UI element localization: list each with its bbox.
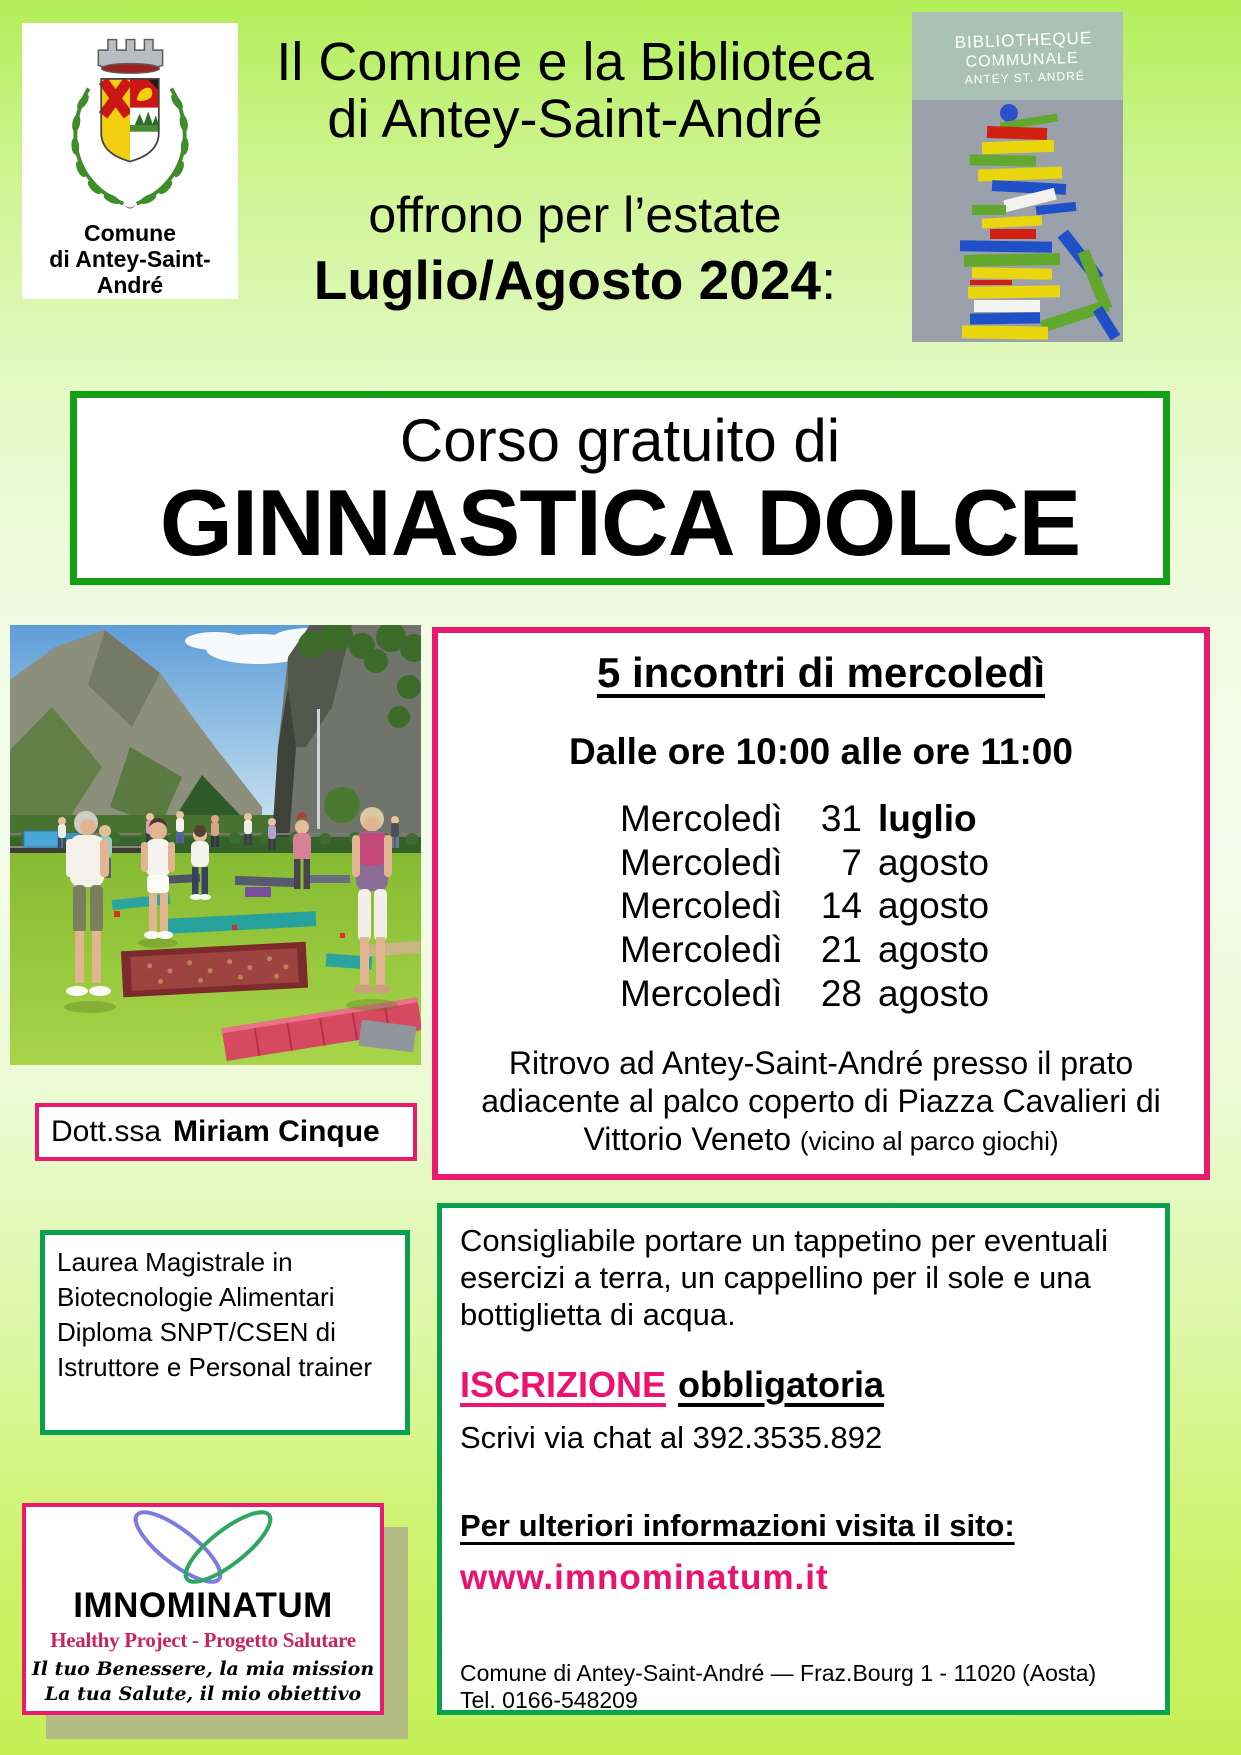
instructor-name: Miriam Cinque: [173, 1115, 380, 1148]
date-number: 14: [820, 885, 862, 927]
website-url: www.imnominatum.it: [460, 1557, 829, 1597]
meeting-location-note: (vicino al parco giochi): [799, 1125, 1059, 1156]
schedule-heading: 5 incontri di mercoledì: [596, 649, 1046, 696]
schedule-date-list: [620, 797, 1022, 1015]
schedule-box: [432, 627, 1210, 1180]
instructor-box: [35, 1103, 417, 1161]
address-line2: Tel. 0166-548209: [460, 1687, 638, 1714]
mural-crown: [98, 40, 162, 74]
date-month: agosto: [878, 928, 990, 970]
date-day: Mercoledì: [620, 885, 783, 927]
coat-of-arms-image: [45, 29, 215, 221]
credentials-box: [40, 1230, 410, 1435]
registration-line: [460, 1364, 1147, 1406]
date-day: Mercoledì: [620, 972, 783, 1014]
address-block: [460, 1660, 1147, 1715]
meeting-location: [462, 1045, 1180, 1158]
date-number: 21: [820, 928, 862, 970]
exercise-class-photo: [10, 625, 421, 1065]
brand-motto-line1: Il tuo Benessere, la mia mission: [31, 1658, 375, 1680]
registration-rest: obbligatoria: [678, 1363, 885, 1405]
instructor-prefix: Dott.ssa: [51, 1115, 162, 1148]
info-box: [437, 1203, 1170, 1715]
book-stack-image: [912, 12, 1123, 342]
address-line1: Comune di Antey-Saint-André — Fraz.Bourg 1 - 11020 (Aosta): [460, 1659, 1097, 1686]
date-number: 7: [841, 841, 862, 883]
header-period-bold: Luglio/Agosto 2024: [313, 249, 821, 312]
brand-name: IMNOMINATUM: [73, 1586, 333, 1625]
date-number: 31: [820, 798, 862, 839]
shield: [101, 79, 159, 162]
library-title-line2: COMMUNALE: [965, 49, 1079, 71]
date-month: agosto: [878, 885, 990, 927]
date-number: 28: [820, 972, 862, 1014]
comune-logo-box: [22, 23, 238, 299]
brand-motto: [26, 1657, 380, 1706]
comune-caption-line1: Comune: [84, 220, 176, 246]
advice-text: Consigliabile portare un tappetino per eventuali esercizi a terra, un cappellino per il sole e una bottiglietta di acqua.: [460, 1223, 1108, 1333]
schedule-time: Dalle ore 10:00 alle ore 11:00: [569, 731, 1073, 772]
course-title-box: [70, 391, 1170, 585]
date-day: Mercoledì: [620, 798, 783, 839]
header-period-tail: :: [821, 249, 837, 312]
library-title-line3: ANTEY ST. ANDRÉ: [964, 68, 1086, 87]
activity-photo: [10, 625, 421, 1065]
more-info-line: Per ulteriori informazioni visita il sito:: [460, 1507, 1015, 1543]
comune-caption-line2: di Antey-Saint-André: [49, 245, 211, 298]
date-month: luglio: [878, 798, 977, 839]
date-day: Mercoledì: [620, 841, 783, 883]
brand-logo-image: [93, 1507, 313, 1587]
header-period-line: [245, 248, 905, 312]
library-poster-image: [912, 12, 1123, 342]
date-month: agosto: [878, 972, 990, 1014]
brand-box: [22, 1503, 384, 1715]
date-day: Mercoledì: [620, 928, 783, 970]
header-line1: Il Comune e la Biblioteca: [276, 32, 874, 92]
brand-motto-line2: La tua Salute, il mio obiettivo: [44, 1682, 362, 1705]
registration-highlight: ISCRIZIONE: [460, 1363, 667, 1405]
course-title: GINNASTICA DOLCE: [159, 470, 1081, 575]
library-title-line1: BIBLIOTHEQUE: [954, 28, 1093, 53]
meeting-location-text: Ritrovo ad Antey-Saint-André presso il prato adiacente al palco coperto di Piazza Cavalieri di Vittorio Veneto: [481, 1045, 1161, 1157]
header-line2: di Antey-Saint-André: [327, 89, 823, 150]
book-stack-ball: [1000, 104, 1018, 122]
header-offer-line: offrono per l’estate: [368, 187, 782, 244]
library-poster-title: [954, 28, 1093, 87]
poster-header: [245, 34, 905, 312]
date-month: agosto: [878, 841, 990, 883]
course-subtitle: Corso gratuito di: [399, 407, 841, 474]
brand-tagline: Healthy Project - Progetto Salutare: [50, 1628, 356, 1652]
flag-pole: [317, 709, 320, 829]
credentials-text: Laurea Magistrale in Biotecnologie Alimentari Diploma SNPT/CSEN di Istruttore e Personal trainer: [57, 1247, 373, 1383]
contact-line: Scrivi via chat al 392.3535.892: [460, 1419, 883, 1455]
